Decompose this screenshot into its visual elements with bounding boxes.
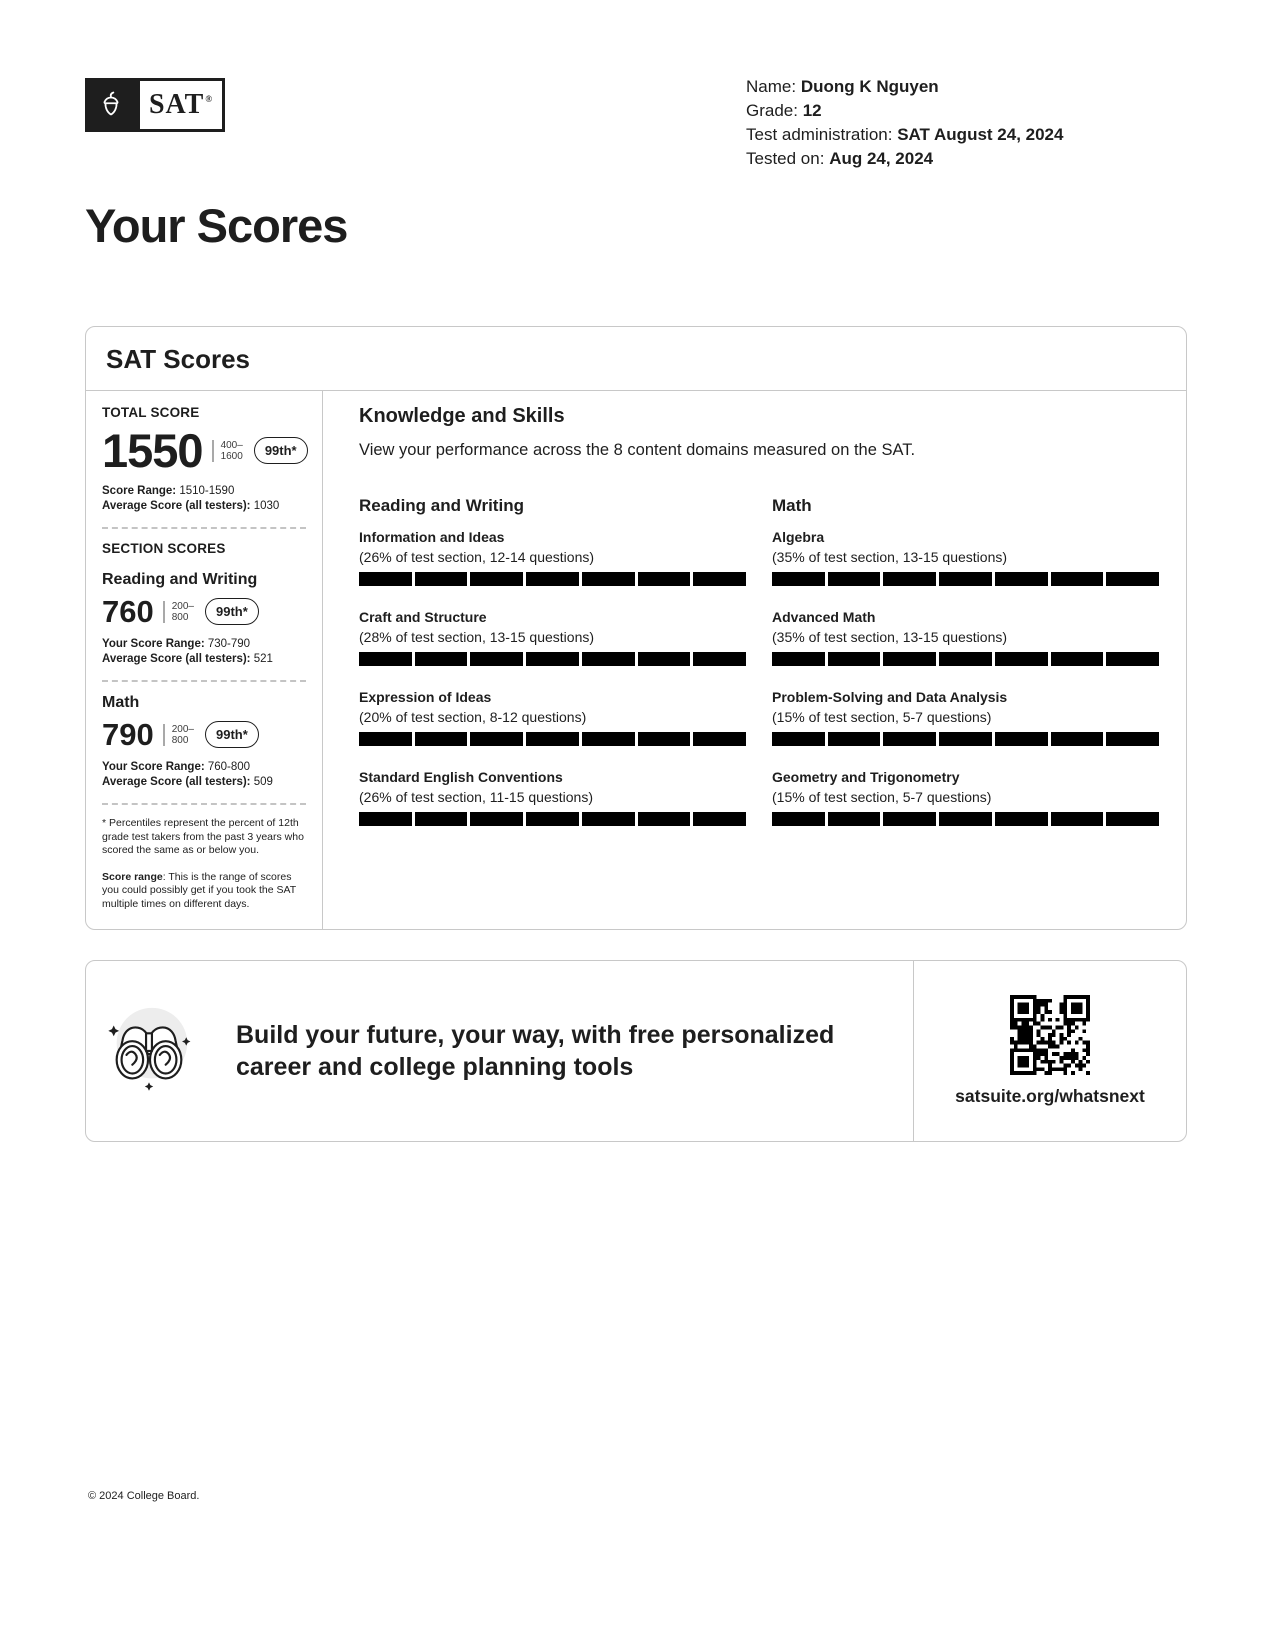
- name-label: Name:: [746, 77, 797, 96]
- domain-craft-and-structure: [359, 609, 746, 666]
- section-name: Math: [102, 694, 140, 711]
- section-scores-label: SECTION SCORES: [102, 541, 226, 556]
- header: [85, 75, 1187, 171]
- dashed-divider: [102, 803, 306, 805]
- performance-bar: [359, 732, 746, 746]
- performance-bar: [359, 572, 746, 586]
- total-score-row: [102, 424, 306, 477]
- footer-copyright: © 2024 College Board.: [88, 1490, 200, 1502]
- domain-name: Algebra: [772, 529, 825, 545]
- average-label: Average Score (all testers):: [102, 500, 251, 512]
- logo-brand-text: SAT: [148, 89, 205, 120]
- domain-detail: (20% of test section, 8-12 questions): [359, 709, 587, 725]
- sat-logo: [85, 78, 225, 132]
- average-label: Average Score (all testers):: [102, 776, 251, 788]
- qr-code: [1010, 995, 1090, 1075]
- student-grade: 12: [802, 101, 822, 120]
- score-range-footnote: [102, 871, 306, 912]
- acorn-icon: [85, 78, 137, 132]
- promo-card: [85, 960, 1187, 1142]
- dashed-divider: [102, 680, 306, 682]
- promo-headline: Build your future, your way, with free personalized career and college planning tools: [236, 1021, 835, 1081]
- domain-problem-solving-data-analysis: [772, 689, 1159, 746]
- domain-name: Problem-Solving and Data Analysis: [772, 689, 1008, 705]
- registered-mark: ®: [205, 94, 214, 104]
- score-range-label: Score Range:: [102, 485, 177, 497]
- domain-name: Craft and Structure: [359, 609, 487, 625]
- performance-bar: [772, 572, 1159, 586]
- section-range-max: 800: [171, 611, 189, 623]
- section-score-row: [102, 719, 306, 750]
- tested-label: Tested on:: [746, 149, 825, 168]
- student-grade-line: [746, 99, 1187, 123]
- knowledge-skills-title: Knowledge and Skills: [359, 405, 565, 427]
- score-range-value: 730-790: [207, 638, 251, 650]
- knowledge-skills-subtitle: View your performance across the 8 content domains measured on the SAT.: [359, 441, 916, 459]
- domain-detail: (15% of test section, 5-7 questions): [772, 789, 992, 805]
- section-score-range-line: [102, 637, 306, 652]
- binoculars-icon: [100, 1000, 198, 1103]
- score-range-footnote-term: Score range: [102, 870, 163, 883]
- domain-algebra: [772, 529, 1159, 586]
- section-score-reading-writing: [102, 571, 306, 667]
- section-score-bounds: [163, 724, 194, 746]
- sat-scores-card: [85, 326, 1187, 930]
- average-value: 1030: [253, 500, 280, 512]
- domain-detail: (35% of test section, 13-15 questions): [772, 629, 1008, 645]
- page-title: Your Scores: [85, 199, 348, 252]
- column-heading-math: Math: [772, 496, 812, 515]
- student-name: Duong K Nguyen: [800, 77, 939, 96]
- domain-detail: (28% of test section, 13-15 questions): [359, 629, 595, 645]
- domain-geometry-trigonometry: [772, 769, 1159, 826]
- section-score-value: 760: [102, 594, 154, 629]
- performance-bar: [772, 652, 1159, 666]
- tested-on-line: [746, 147, 1187, 171]
- section-score-row: [102, 596, 306, 627]
- domain-detail: (15% of test section, 5-7 questions): [772, 709, 992, 725]
- domain-advanced-math: [772, 609, 1159, 666]
- performance-bar: [359, 652, 746, 666]
- section-score-meta: [102, 637, 306, 667]
- section-score-value: 790: [102, 717, 154, 752]
- knowledge-column-math: [772, 496, 1159, 849]
- section-name: Reading and Writing: [102, 571, 258, 588]
- page-root: [85, 75, 1187, 1142]
- dashed-divider: [102, 527, 306, 529]
- domain-name: Geometry and Trigonometry: [772, 769, 960, 785]
- section-range-max: 800: [171, 734, 189, 746]
- section-range-min: 200–: [171, 600, 194, 612]
- section-percentile-badge: 99th*: [205, 721, 259, 748]
- domain-name: Standard English Conventions: [359, 769, 563, 785]
- section-average-line: [102, 775, 306, 790]
- section-score-math: [102, 694, 306, 790]
- section-percentile-badge: 99th*: [205, 598, 259, 625]
- total-score-label: TOTAL SCORE: [102, 405, 200, 420]
- average-label: Average Score (all testers):: [102, 653, 251, 665]
- domain-detail: (26% of test section, 12-14 questions): [359, 549, 595, 565]
- promo-left: [86, 961, 913, 1141]
- admin-label: Test administration:: [746, 125, 893, 144]
- section-range-min: 200–: [171, 723, 194, 735]
- total-average-line: [102, 499, 306, 514]
- performance-bar: [772, 732, 1159, 746]
- total-percentile-badge: 99th*: [254, 437, 308, 464]
- card-title: SAT Scores: [86, 327, 1186, 391]
- percentile-footnote: * Percentiles represent the percent of 12th grade test takers from the past 3 years who scored the same as or below you.: [102, 817, 304, 856]
- tested-on-date: Aug 24, 2024: [829, 149, 934, 168]
- test-administration: SAT August 24, 2024: [897, 125, 1064, 144]
- promo-link[interactable]: satsuite.org/whatsnext: [955, 1086, 1145, 1106]
- column-heading-reading-writing: Reading and Writing: [359, 496, 524, 515]
- domain-standard-english-conventions: [359, 769, 746, 826]
- domain-name: Information and Ideas: [359, 529, 505, 545]
- total-score-range-line: [102, 484, 306, 499]
- section-score-range-line: [102, 760, 306, 775]
- domain-information-and-ideas: [359, 529, 746, 586]
- student-info: [746, 75, 1187, 171]
- total-score-value: 1550: [102, 424, 203, 477]
- total-score-meta: [102, 484, 306, 514]
- test-admin-line: [746, 123, 1187, 147]
- knowledge-column-reading-writing: [359, 496, 746, 849]
- promo-right: [913, 961, 1186, 1141]
- section-score-bounds: [163, 601, 194, 623]
- domain-name: Expression of Ideas: [359, 689, 492, 705]
- knowledge-skills-panel: [323, 391, 1186, 929]
- score-range-label: Your Score Range:: [102, 638, 205, 650]
- grade-label: Grade:: [746, 101, 798, 120]
- score-range-label: Your Score Range:: [102, 761, 205, 773]
- domain-detail: (35% of test section, 13-15 questions): [772, 549, 1008, 565]
- logo-brand: [137, 78, 225, 132]
- total-range-max: 1600: [220, 450, 243, 462]
- domain-name: Advanced Math: [772, 609, 876, 625]
- score-range-footnote-text: : This is the range of scores you could possibly get if you took the SAT multiple times on different days.: [102, 870, 296, 910]
- score-summary-column: [86, 391, 323, 929]
- score-range-value: 760-800: [207, 761, 251, 773]
- average-value: 521: [253, 653, 273, 665]
- student-name-line: [746, 75, 1187, 99]
- domain-detail: (26% of test section, 11-15 questions): [359, 789, 593, 805]
- average-value: 509: [253, 776, 273, 788]
- domain-expression-of-ideas: [359, 689, 746, 746]
- total-score-bounds: [212, 440, 243, 462]
- section-score-meta: [102, 760, 306, 790]
- total-range-min: 400–: [220, 439, 243, 451]
- section-average-line: [102, 652, 306, 667]
- performance-bar: [772, 812, 1159, 826]
- performance-bar: [359, 812, 746, 826]
- score-range-value: 1510-1590: [179, 485, 235, 497]
